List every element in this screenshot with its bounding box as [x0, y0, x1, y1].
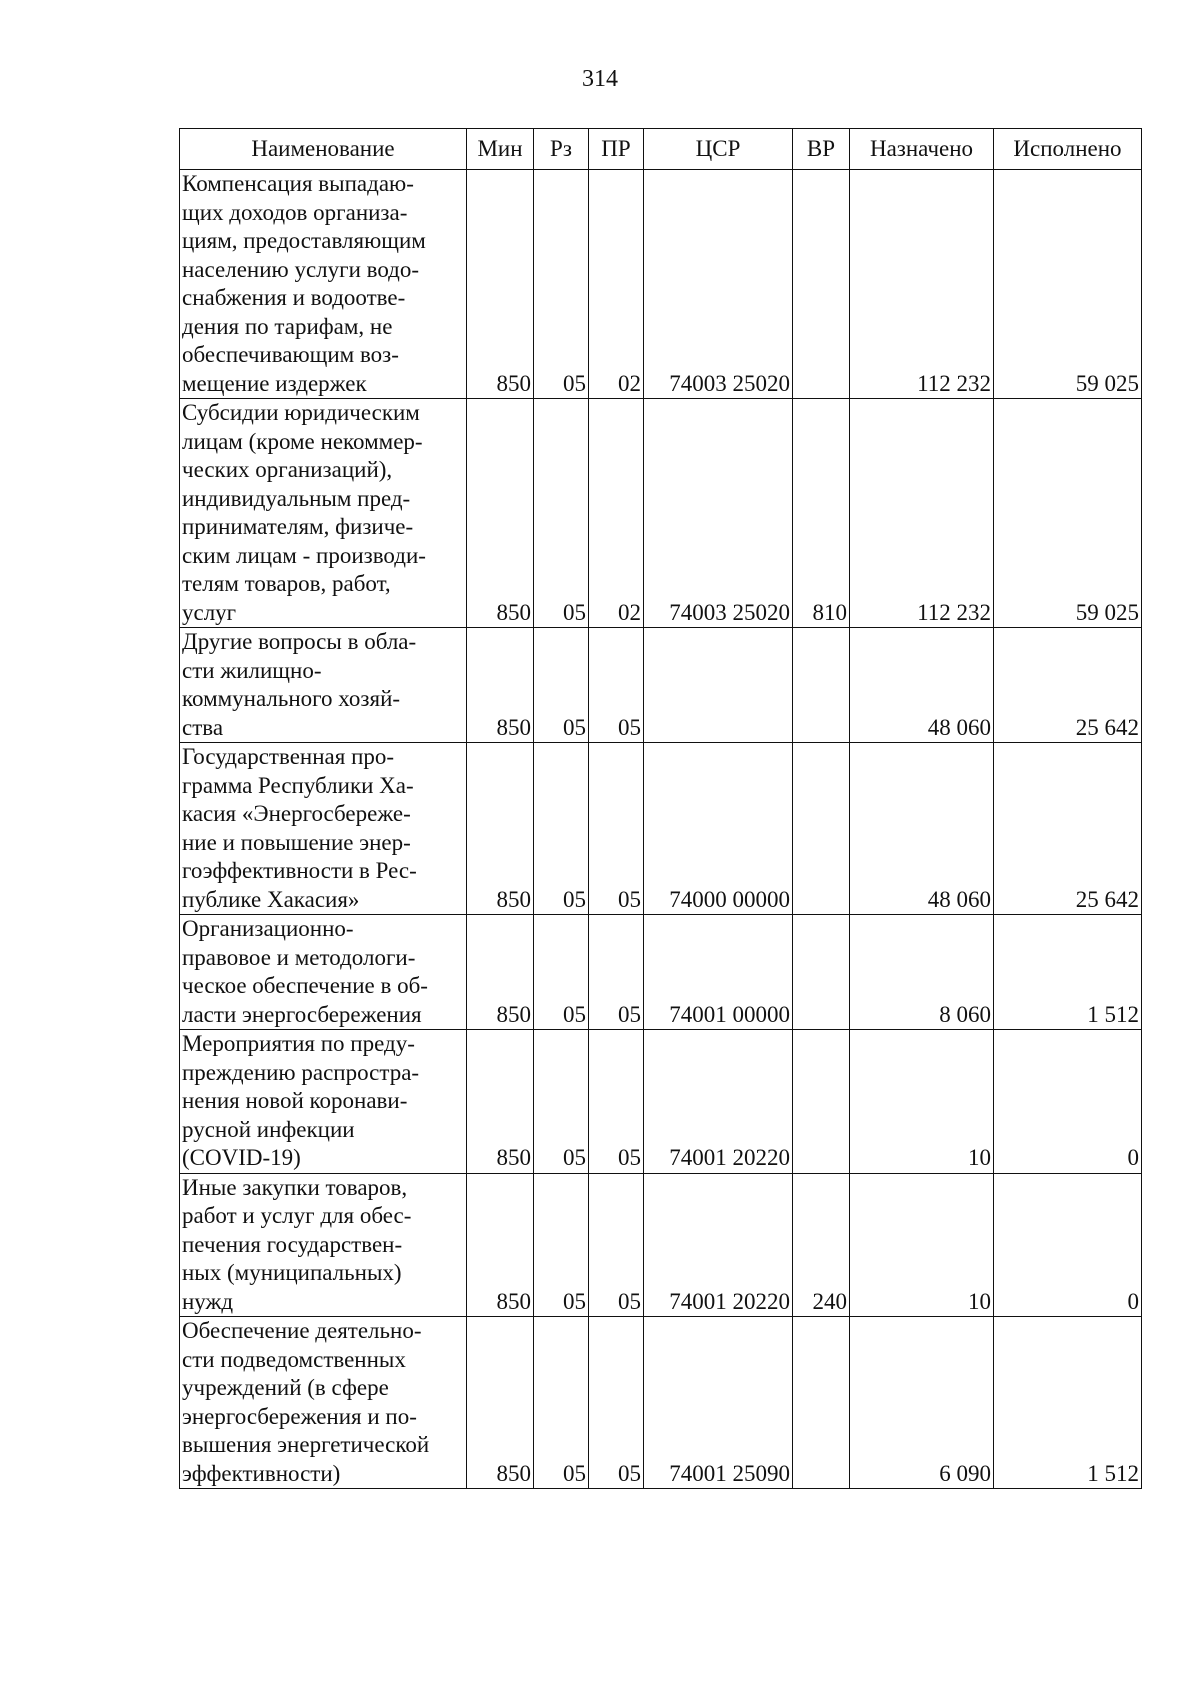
header-executed: Исполнено — [994, 129, 1142, 170]
cell-name-line: коммунального хозяй- — [182, 686, 401, 711]
cell-csr: 74001 20220 — [644, 1030, 793, 1174]
header-assigned: Назначено — [850, 129, 994, 170]
cell-rz: 05 — [534, 1317, 589, 1489]
cell-name — [180, 1317, 467, 1489]
cell-name-line: дения по тарифам, не — [182, 313, 393, 339]
header-rz: Рз — [534, 129, 589, 170]
cell-assigned: 10 — [850, 1030, 994, 1174]
cell-name-line: учреждений (в сфере — [182, 1375, 389, 1400]
cell-assigned: 6 090 — [850, 1317, 994, 1489]
cell-executed: 25 642 — [994, 743, 1142, 915]
cell-name-line: ским лицам - производи- — [182, 542, 426, 568]
table-row — [180, 915, 1142, 1030]
cell-pr: 05 — [589, 915, 644, 1030]
header-name: Наименование — [180, 129, 467, 170]
cell-name-line: публике Хакасия» — [182, 886, 360, 912]
cell-name-line: щих доходов организа- — [182, 199, 408, 225]
cell-name-line: циям, предоставляющим — [182, 228, 426, 253]
cell-name — [180, 399, 467, 628]
table-row — [180, 743, 1142, 915]
cell-assigned: 48 060 — [850, 628, 994, 743]
cell-pr: 05 — [589, 1317, 644, 1489]
cell-name-line: ства — [182, 714, 224, 740]
cell-name-line: лицам (кроме некоммер- — [182, 428, 423, 454]
cell-name-line: услуг — [182, 599, 237, 625]
cell-csr: 74001 25090 — [644, 1317, 793, 1489]
cell-name-line: ных (муниципальных) — [182, 1260, 402, 1285]
cell-vr — [793, 743, 850, 915]
cell-vr: 240 — [793, 1173, 850, 1317]
budget-table — [179, 128, 1142, 1489]
cell-pr: 05 — [589, 743, 644, 915]
cell-name-line: принимателям, физиче- — [182, 514, 414, 539]
cell-pr: 05 — [589, 1173, 644, 1317]
cell-name-line: печения государствен- — [182, 1231, 403, 1257]
cell-min: 850 — [467, 628, 534, 743]
cell-name-line: (COVID-19) — [182, 1145, 301, 1170]
cell-csr — [644, 628, 793, 743]
cell-name-line: эффективности) — [182, 1460, 341, 1486]
cell-name-line: сти подведомственных — [182, 1346, 406, 1372]
cell-csr: 74003 25020 — [644, 399, 793, 628]
cell-executed: 0 — [994, 1030, 1142, 1174]
cell-name-line: Субсидии юридическим — [182, 400, 420, 425]
cell-name-line: Государственная про- — [182, 744, 395, 769]
header-csr: ЦСР — [644, 129, 793, 170]
cell-pr: 02 — [589, 399, 644, 628]
cell-name-line: Иные закупки товаров, — [182, 1174, 408, 1200]
cell-name-line: мещение издержек — [182, 370, 367, 396]
cell-name-line: ческое обеспечение в об- — [182, 973, 428, 998]
cell-name-line: Мероприятия по преду- — [182, 1031, 415, 1056]
header-min: Мин — [467, 129, 534, 170]
table-row — [180, 399, 1142, 628]
cell-name-line: нения новой коронави- — [182, 1088, 408, 1113]
cell-name-line: энергосбережения и по- — [182, 1403, 417, 1429]
cell-rz: 05 — [534, 1030, 589, 1174]
cell-vr — [793, 1317, 850, 1489]
cell-rz: 05 — [534, 399, 589, 628]
cell-name-line: обеспечивающим воз- — [182, 342, 399, 367]
cell-name — [180, 743, 467, 915]
table-header-row — [180, 129, 1142, 170]
cell-assigned: 8 060 — [850, 915, 994, 1030]
table-row — [180, 1173, 1142, 1317]
cell-name-line: ческих организаций), — [182, 457, 393, 482]
cell-pr: 05 — [589, 628, 644, 743]
cell-name-line: ласти энергосбережения — [182, 1001, 422, 1027]
page-number: 314 — [582, 66, 618, 92]
cell-assigned: 112 232 — [850, 170, 994, 399]
cell-name-line: Компенсация выпадаю- — [182, 171, 414, 196]
table-row — [180, 1317, 1142, 1489]
cell-name-line: телям товаров, работ, — [182, 571, 391, 596]
cell-name-line: работ и услуг для обес- — [182, 1203, 412, 1228]
cell-assigned: 10 — [850, 1173, 994, 1317]
cell-name-line: гоэффективности в Рес- — [182, 858, 417, 883]
table-row — [180, 628, 1142, 743]
cell-min: 850 — [467, 743, 534, 915]
cell-min: 850 — [467, 1173, 534, 1317]
table-row — [180, 1030, 1142, 1174]
cell-min: 850 — [467, 1030, 534, 1174]
cell-name-line: русной инфекции — [182, 1116, 355, 1142]
cell-name-line: касия «Энергосбереже- — [182, 801, 411, 826]
cell-executed: 59 025 — [994, 399, 1142, 628]
cell-csr: 74000 00000 — [644, 743, 793, 915]
cell-executed: 59 025 — [994, 170, 1142, 399]
cell-csr: 74001 20220 — [644, 1173, 793, 1317]
cell-executed: 1 512 — [994, 1317, 1142, 1489]
cell-rz: 05 — [534, 915, 589, 1030]
cell-assigned: 48 060 — [850, 743, 994, 915]
cell-executed: 0 — [994, 1173, 1142, 1317]
cell-rz: 05 — [534, 170, 589, 399]
cell-min: 850 — [467, 915, 534, 1030]
cell-pr: 05 — [589, 1030, 644, 1174]
cell-name-line: Организационно- — [182, 916, 354, 941]
cell-name-line: населению услуги водо- — [182, 256, 420, 282]
header-vr: ВР — [793, 129, 850, 170]
cell-vr — [793, 915, 850, 1030]
cell-name-line: Другие вопросы в обла- — [182, 629, 417, 654]
cell-name-line: преждению распростра- — [182, 1059, 420, 1085]
cell-name — [180, 1030, 467, 1174]
cell-assigned: 112 232 — [850, 399, 994, 628]
cell-rz: 05 — [534, 628, 589, 743]
cell-min: 850 — [467, 170, 534, 399]
cell-vr — [793, 170, 850, 399]
cell-name — [180, 628, 467, 743]
cell-name — [180, 915, 467, 1030]
cell-csr: 74003 25020 — [644, 170, 793, 399]
cell-name-line: грамма Республики Ха- — [182, 772, 414, 798]
cell-name-line: Обеспечение деятельно- — [182, 1318, 422, 1343]
cell-name-line: индивидуальным пред- — [182, 485, 411, 511]
cell-name-line: снабжения и водоотве- — [182, 285, 406, 310]
table-body — [180, 170, 1142, 1489]
cell-name-line: ние и повышение энер- — [182, 829, 411, 855]
table-row — [180, 170, 1142, 399]
cell-csr: 74001 00000 — [644, 915, 793, 1030]
cell-vr — [793, 1030, 850, 1174]
cell-executed: 1 512 — [994, 915, 1142, 1030]
cell-min: 850 — [467, 1317, 534, 1489]
cell-executed: 25 642 — [994, 628, 1142, 743]
cell-vr — [793, 628, 850, 743]
cell-min: 850 — [467, 399, 534, 628]
cell-name-line: правовое и методологи- — [182, 944, 416, 970]
cell-rz: 05 — [534, 743, 589, 915]
cell-pr: 02 — [589, 170, 644, 399]
cell-name-line: нужд — [182, 1288, 234, 1314]
header-pr: ПР — [589, 129, 644, 170]
cell-name — [180, 1173, 467, 1317]
cell-vr: 810 — [793, 399, 850, 628]
cell-name-line: сти жилищно- — [182, 657, 322, 683]
cell-rz: 05 — [534, 1173, 589, 1317]
cell-name-line: вышения энергетической — [182, 1432, 430, 1457]
cell-name — [180, 170, 467, 399]
